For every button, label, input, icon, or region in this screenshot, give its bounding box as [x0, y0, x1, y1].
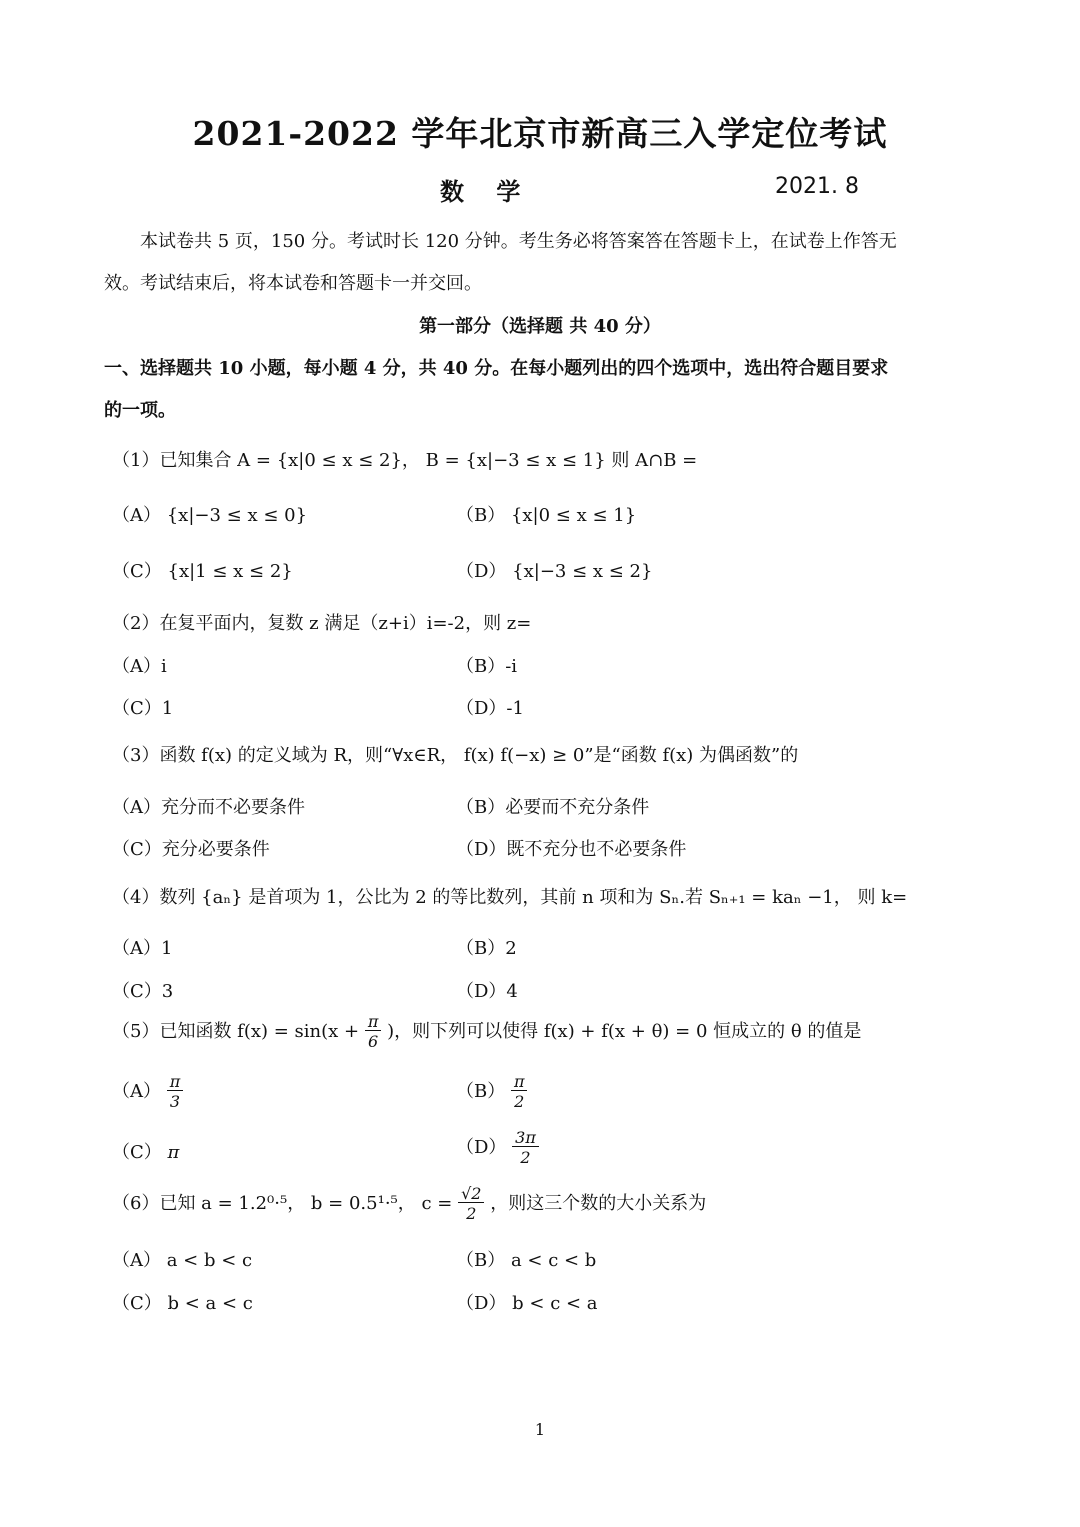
instructions-line-1: 本试卷共 5 页，150 分。考试时长 120 分钟。考生务必将答案答在答题卡上，在试卷上作答无 [140, 231, 897, 252]
question-5-option-a-fraction [167, 1074, 184, 1110]
question-6-fraction [458, 1186, 484, 1222]
question-5-stem-after: )，则下列可以使得 f(x) + f(x + θ) = 0 恒成立的 θ 的值是 [387, 1021, 862, 1042]
question-5-option-b-den: 2 [514, 1092, 525, 1111]
section-heading-line-2: 的一项。 [104, 400, 176, 421]
question-5-option-a-den: 3 [169, 1092, 181, 1111]
question-5-option-b [456, 1074, 527, 1110]
question-3-option-b: （B）必要而不充分条件 [456, 797, 650, 818]
question-5-option-d-fraction [512, 1130, 539, 1166]
question-6-fraction-num: √2 [458, 1186, 484, 1203]
question-6-stem-after: ，则这三个数的大小关系为 [490, 1193, 707, 1214]
question-5-stem [112, 1014, 861, 1050]
question-5-option-d [456, 1130, 539, 1166]
question-1-option-c: （C） {x|1 ≤ x ≤ 2} [112, 561, 293, 582]
exam-title: 2021-2022 学年北京市新高三入学定位考试 [192, 114, 888, 153]
question-4-stem: （4）数列 {aₙ} 是首项为 1，公比为 2 的等比数列，其前 n 项和为 Sₙ.若 Sₙ₊₁ = kaₙ −1， 则 k= [112, 887, 908, 908]
question-5-option-c-label: （C） [112, 1142, 162, 1163]
question-1-stem: （1）已知集合 A = {x|0 ≤ x ≤ 2}， B = {x|−3 ≤ x ≤ 1} 则 A∩B = [112, 450, 698, 471]
question-6-stem-before: （6）已知 a = 1.2⁰·⁵， b = 0.5¹·⁵， c = [112, 1193, 453, 1214]
question-5-fraction-den: 6 [368, 1032, 379, 1051]
question-1-option-d: （D） {x|−3 ≤ x ≤ 2} [456, 561, 653, 582]
instructions-line-2: 效。考试结束后，将本试卷和答题卡一并交回。 [104, 273, 482, 294]
question-5-fraction-num: π [365, 1014, 382, 1031]
part-title: 第一部分（选择题 共 40 分） [419, 316, 661, 337]
question-3-option-c: （C）充分必要条件 [112, 839, 270, 860]
question-2-option-a: （A）i [112, 656, 167, 677]
question-3-option-d: （D）既不充分也不必要条件 [456, 839, 687, 860]
question-5-option-b-label: （B） [456, 1081, 506, 1102]
question-5-option-b-fraction [511, 1074, 528, 1110]
exam-date: 2021. 8 [775, 174, 859, 199]
question-5-option-d-den: 2 [520, 1148, 531, 1167]
question-6-option-b: （B） a < c < b [456, 1250, 597, 1271]
question-4-option-a: （A）1 [112, 938, 173, 959]
question-6-fraction-den: 2 [466, 1204, 477, 1223]
question-5-option-c-value: π [167, 1142, 180, 1163]
question-5-option-c [112, 1138, 179, 1164]
question-3-stem: （3）函数 f(x) 的定义域为 R，则“∀x∈R， f(x) f(−x) ≥ 0”是“函数 f(x) 为偶函数”的 [112, 745, 799, 766]
question-2-stem: （2）在复平面内，复数 z 满足（z+i）i=-2，则 z= [112, 613, 532, 634]
exam-subject: 数 学 [440, 177, 533, 206]
question-5-option-a-label: （A） [112, 1081, 161, 1102]
question-5-option-b-num: π [511, 1074, 528, 1091]
question-6-option-c: （C） b < a < c [112, 1293, 253, 1314]
question-1-option-b: （B） {x|0 ≤ x ≤ 1} [456, 505, 637, 526]
question-5-fraction [365, 1014, 382, 1050]
question-1-option-a: （A） {x|−3 ≤ x ≤ 0} [112, 505, 308, 526]
section-heading-line-1: 一、选择题共 10 小题，每小题 4 分，共 40 分。在每小题列出的四个选项中，选出符合题目要求 [104, 358, 889, 379]
question-5-stem-before: （5）已知函数 f(x) = sin(x + [112, 1021, 360, 1042]
page-number: 1 [534, 1420, 546, 1439]
question-4-option-d: （D）4 [456, 981, 518, 1002]
question-5-option-a-num: π [167, 1074, 184, 1091]
question-2-option-d: （D）-1 [456, 698, 524, 719]
question-4-option-b: （B）2 [456, 938, 517, 959]
question-5-option-d-label: （D） [456, 1137, 507, 1158]
question-6-option-d: （D） b < c < a [456, 1293, 598, 1314]
question-5-option-d-num: 3π [512, 1130, 539, 1147]
question-5-option-a [112, 1074, 183, 1110]
question-3-option-a: （A）充分而不必要条件 [112, 797, 305, 818]
question-6-option-a: （A） a < b < c [112, 1250, 253, 1271]
question-2-option-b: （B）-i [456, 656, 518, 677]
question-2-option-c: （C）1 [112, 698, 174, 719]
question-4-option-c: （C）3 [112, 981, 174, 1002]
question-6-stem [112, 1186, 706, 1222]
